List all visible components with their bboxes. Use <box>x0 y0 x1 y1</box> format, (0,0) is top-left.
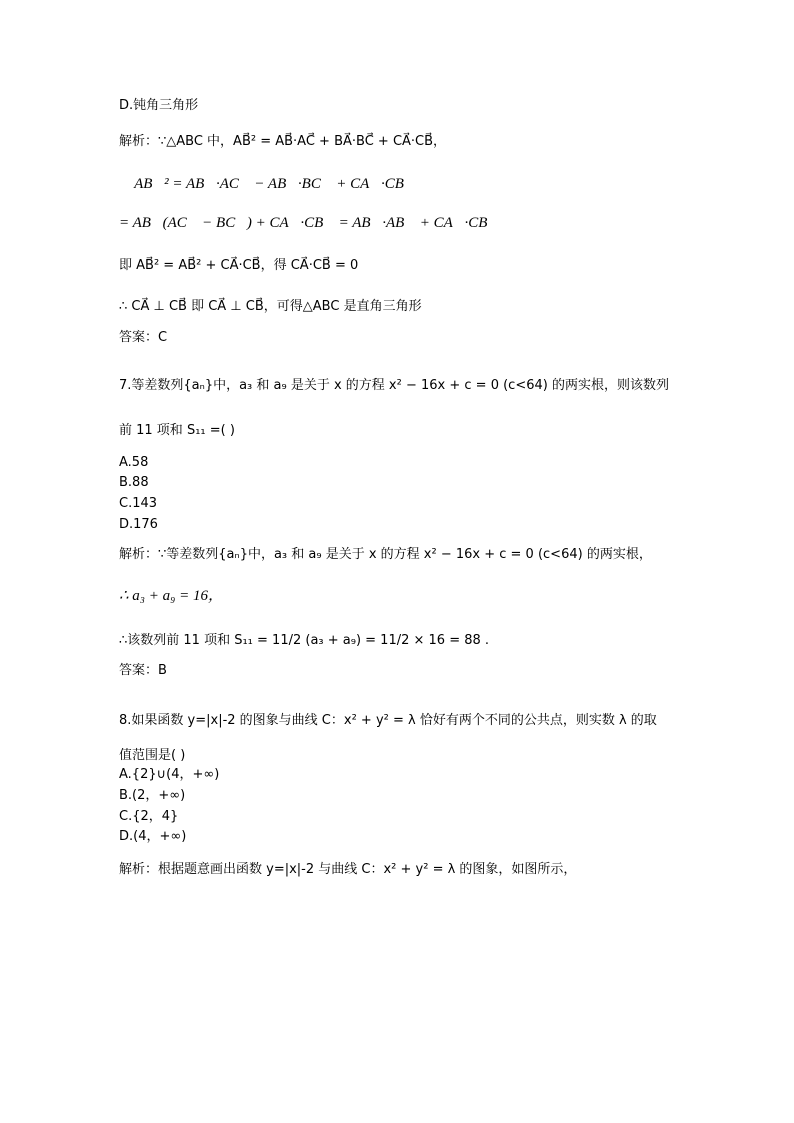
q6-answer: 答案：C <box>119 330 168 345</box>
q6-analysis-line-2: ∴ AB⃗² = AB⃗·AC⃗ − AB⃗·BC⃗ + CA⃗·CB⃗ <box>119 176 416 192</box>
q8-option-d: D.(4，+∞) <box>119 829 187 844</box>
q7-stem-line-2: 前 11 项和 S₁₁ =( ) <box>119 423 235 438</box>
q7-option-c: C.143 <box>119 496 158 511</box>
q6-analysis-line-4: 即 AB⃗² = AB⃗² + CA⃗·CB⃗，得 CA⃗·CB⃗ = 0 <box>119 258 359 273</box>
q7-stem-line-1: 7.等差数列{aₙ}中，a₃ 和 a₉ 是关于 x 的方程 x² − 16x + c = 0 (c<64) 的两实根，则该数列 <box>119 378 669 393</box>
q7-option-d: D.176 <box>119 517 158 532</box>
q8-option-b: B.(2，+∞) <box>119 788 186 803</box>
q8-analysis-line-1: 解析：根据题意画出函数 y=|x|-2 与曲线 C：x² + y² = λ 的图象，如图所示， <box>119 862 577 877</box>
q6-analysis-line-3: = AB⃗(AC⃗ − BC⃗) + CA⃗·CB⃗ = AB⃗·AB⃗ + CA⃗·CB⃗ <box>119 215 500 231</box>
q8-stem-line-2: 值范围是( ) <box>119 748 186 763</box>
q6-option-d: D.钝角三角形 <box>119 98 199 113</box>
q8-stem-line-1: 8.如果函数 y=|x|-2 的图象与曲线 C：x² + y² = λ 恰好有两个不同的公共点，则实数 λ 的取 <box>119 713 657 728</box>
q6-analysis-line-5: ∴ CA⃗ ⊥ CB⃗ 即 CA⃗ ⊥ CB⃗，可得△ABC 是直角三角形 <box>119 299 422 314</box>
q7-option-b: B.88 <box>119 475 149 490</box>
q7-analysis-line-1: 解析：∵等差数列{aₙ}中，a₃ 和 a₉ 是关于 x 的方程 x² − 16x + c = 0 (c<64) 的两实根， <box>119 547 652 562</box>
q8-option-a: A.{2}∪(4，+∞) <box>119 767 220 782</box>
q7-answer: 答案：B <box>119 663 167 678</box>
q7-analysis-line-3: ∴该数列前 11 项和 S₁₁ = 11/2 (a₃ + a₉) = 11/2 × 16 = 88 . <box>119 633 490 648</box>
q7-analysis-line-2: ∴ a₃ + a₉ = 16， <box>119 588 223 604</box>
q8-option-c: C.{2，4} <box>119 809 179 824</box>
q7-option-a: A.58 <box>119 455 149 470</box>
q6-analysis-line-1: 解析：∵△ABC 中，AB⃗² = AB⃗·AC⃗ + BA⃗·BC⃗ + CA⃗·CB⃗， <box>119 134 447 149</box>
